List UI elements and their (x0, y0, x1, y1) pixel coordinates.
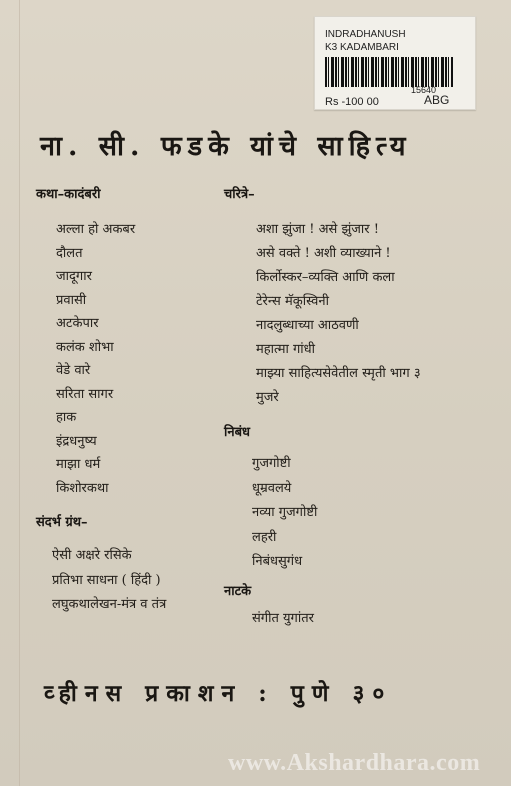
book-title-item: हाक (56, 410, 77, 425)
book-title-item: प्रवासी (56, 292, 87, 308)
book-title-item: संगीत युगांतर (252, 610, 314, 626)
sticker-title: INDRADHANUSH (325, 29, 406, 40)
price-sticker (314, 16, 476, 110)
book-title-item: नादलुब्धाच्या आठवणी (256, 318, 359, 333)
page-title: ना. सी. फडके यांचे साहित्य (40, 131, 412, 162)
section-heading-reference: संदर्भ ग्रंथ– (36, 515, 88, 530)
book-title-item: मुजरे (256, 390, 279, 405)
book-title-item: माझा धर्म (56, 457, 101, 472)
book-title-item: अटकेपार (56, 316, 99, 331)
section-heading-essays: निबंध (224, 425, 251, 440)
book-title-item: जादूगार (56, 269, 92, 284)
sticker-tag: ABG (424, 93, 450, 107)
book-title-item: निबंधसुगंध (252, 554, 303, 569)
book-title-item: असे वक्ते ! अशी व्याख्याने ! (256, 246, 391, 261)
book-title-item: किर्लोस्कर–व्यक्ति आणि कला (256, 270, 395, 285)
book-title-item: किशोरकथा (56, 480, 109, 496)
book-title-item: गुजगोष्टी (252, 456, 291, 471)
book-title-item: सरिता सागर (56, 386, 114, 402)
book-title-item: कलंक शोभा (56, 339, 114, 355)
book-title-item: नव्या गुजगोष्टी (252, 505, 318, 520)
barcode-image (325, 57, 453, 87)
left-column (36, 184, 236, 618)
plays-list (252, 607, 504, 631)
book-title-item: दौलत (56, 245, 83, 261)
book-title-item: ऐसी अक्षरे रसिके (52, 548, 132, 563)
book-title-item: धूम्रवलये (252, 480, 292, 496)
right-column (224, 184, 504, 631)
novels-list (56, 218, 236, 500)
book-title-item: वेडे वारे (56, 363, 91, 378)
book-title-item: अल्ला हो अकबर (56, 222, 136, 237)
section-heading-novels: कथा–कादंबरी (36, 187, 101, 202)
book-title-item: लघुकथालेखन-मंत्र व तंत्र (52, 597, 167, 612)
book-title-item: टेरेन्स मॅकूस्विनी (256, 294, 329, 309)
cover-edge-line (19, 0, 20, 786)
sticker-price: Rs -100 00 (325, 96, 379, 108)
book-title-item: अशा झुंजा ! असे झुंजार ! (256, 222, 379, 237)
sticker-code: 15640 (411, 85, 437, 95)
website-watermark: www.Akshardhara.com (228, 750, 481, 776)
book-title-item: महात्मा गांधी (256, 342, 316, 357)
book-title-item: लहरी (252, 529, 277, 545)
reference-list (52, 544, 236, 618)
book-title-item: इंद्रधनुष्य (56, 433, 97, 449)
book-title-item: माझ्या साहित्यसेवेतील स्मृती भाग ३ (256, 366, 421, 381)
sticker-subtitle: K3 KADAMBARI (325, 42, 399, 53)
book-title-item: प्रतिभा साधना ( हिंदी ) (52, 572, 161, 588)
section-heading-plays: नाटके (224, 583, 252, 599)
biographies-list (256, 218, 504, 410)
essays-list (252, 452, 504, 575)
publisher-line: व्हीनस प्रकाशन : पुणे ३० (44, 680, 393, 707)
section-heading-biographies: चरित्रे– (224, 187, 255, 202)
